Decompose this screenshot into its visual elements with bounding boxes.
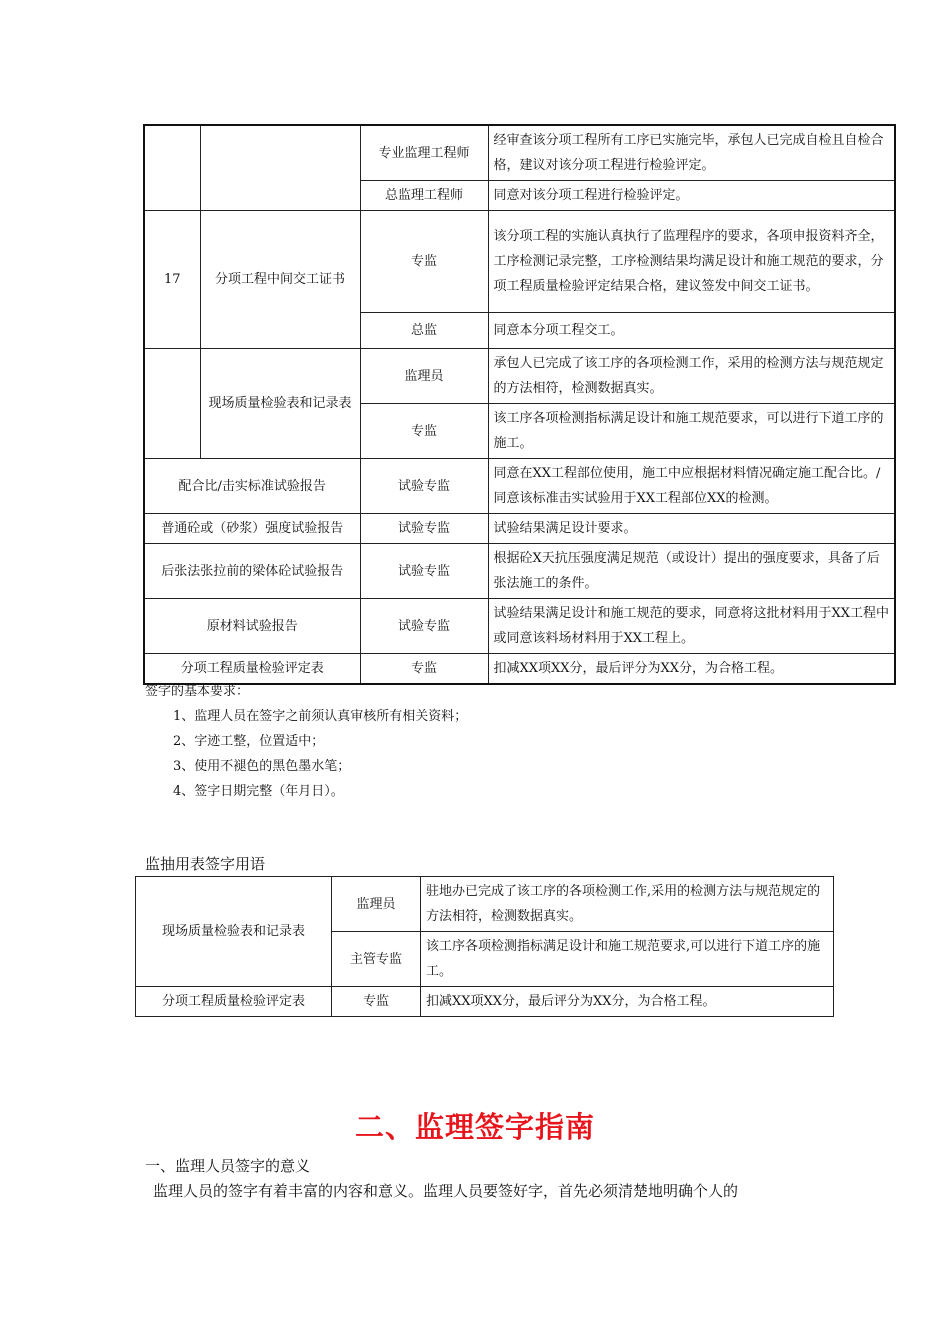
table-row — [136, 877, 834, 932]
role-cell: 专监 — [360, 211, 488, 313]
requirement-item: 1、监理人员在签字之前须认真审核所有相关资料； — [173, 709, 468, 724]
form-name-cell: 分项工程中间交工证书 — [200, 211, 360, 349]
form-name-cell: 配合比/击实标准试验报告 — [144, 459, 360, 514]
term-cell: 同意在XX工程部位使用，施工中应根据材料情况确定施工配合比。/同意该标准击实试验用于XX工程部位XX的检测。 — [488, 459, 895, 514]
requirements-title: 签字的基本要求： — [145, 684, 250, 699]
requirement-item: 3、使用不褪色的黑色墨水笔； — [173, 759, 351, 774]
table-row — [144, 459, 895, 514]
table-row — [136, 987, 834, 1017]
term-cell: 扣减XX项XX分，最后评分为XX分，为合格工程。 — [488, 654, 895, 685]
signature-terms-table — [143, 124, 896, 685]
role-cell: 专业监理工程师 — [360, 125, 488, 181]
spot-check-terms-table — [135, 876, 834, 1017]
role-cell: 试验专监 — [360, 514, 488, 544]
role-cell: 专监 — [332, 987, 421, 1017]
body-paragraph: 监理人员的签字有着丰富的内容和意义。监理人员要签好字，首先必须清楚地明确个人的 — [153, 1182, 739, 1200]
table2-title: 监抽用表签字用语 — [145, 855, 266, 873]
table-row — [144, 544, 895, 599]
section-heading: 二、监理签字指南 — [354, 1110, 595, 1144]
role-cell: 试验专监 — [360, 459, 488, 514]
role-cell: 试验专监 — [360, 599, 488, 654]
number-cell: 17 — [144, 211, 200, 349]
role-cell: 总监理工程师 — [360, 181, 488, 211]
term-cell: 该工序各项检测指标满足设计和施工规范要求，可以进行下道工序的施工。 — [488, 404, 895, 459]
table-cell — [144, 125, 200, 211]
subsection-title: 一、监理人员签字的意义 — [145, 1157, 311, 1175]
role-cell: 专监 — [360, 654, 488, 685]
term-cell: 扣减XX项XX分，最后评分为XX分，为合格工程。 — [421, 987, 834, 1017]
table-cell — [144, 349, 200, 459]
form-name-cell: 分项工程质量检验评定表 — [136, 987, 332, 1017]
form-name-cell: 现场质量检验表和记录表 — [200, 349, 360, 459]
form-name-cell: 原材料试验报告 — [144, 599, 360, 654]
term-cell: 根据砼X天抗压强度满足规范（或设计）提出的强度要求，具备了后张法施工的条件。 — [488, 544, 895, 599]
signature-requirements — [145, 679, 467, 804]
form-name-cell: 现场质量检验表和记录表 — [136, 877, 332, 987]
role-cell: 试验专监 — [360, 544, 488, 599]
form-name-cell: 后张法张拉前的梁体砼试验报告 — [144, 544, 360, 599]
table-row — [144, 125, 895, 181]
term-cell: 同意对该分项工程进行检验评定。 — [488, 181, 895, 211]
term-cell: 驻地办已完成了该工序的各项检测工作,采用的检测方法与规范规定的方法相符，检测数据真实。 — [421, 877, 834, 932]
requirement-item: 4、签字日期完整（年月日）。 — [173, 784, 344, 799]
term-cell: 经审查该分项工程所有工序已实施完毕，承包人已完成自检且自检合格，建议对该分项工程进行检验评定。 — [488, 125, 895, 181]
term-cell: 试验结果满足设计要求。 — [488, 514, 895, 544]
table-row — [144, 599, 895, 654]
role-cell: 专监 — [360, 404, 488, 459]
term-cell: 承包人已完成了该工序的各项检测工作，采用的检测方法与规范规定的方法相符，检测数据真实。 — [488, 349, 895, 404]
table-row — [144, 514, 895, 544]
term-cell: 该分项工程的实施认真执行了监理程序的要求，各项申报资料齐全，工序检测记录完整，工序检测结果均满足设计和施工规范的要求，分项工程质量检验评定结果合格，建议签发中间交工证书。 — [488, 211, 895, 313]
term-cell: 同意本分项工程交工。 — [488, 313, 895, 349]
role-cell: 总监 — [360, 313, 488, 349]
form-name-cell: 分项工程质量检验评定表 — [144, 654, 360, 685]
role-cell: 监理员 — [360, 349, 488, 404]
table-row — [144, 211, 895, 313]
term-cell: 该工序各项检测指标满足设计和施工规范要求,可以进行下道工序的施工。 — [421, 932, 834, 987]
requirement-item: 2、字迹工整，位置适中； — [173, 734, 325, 749]
role-cell: 主管专监 — [332, 932, 421, 987]
table-row — [144, 349, 895, 404]
term-cell: 试验结果满足设计和施工规范的要求，同意将这批材料用于XX工程中或同意该料场材料用于XX工程上。 — [488, 599, 895, 654]
table-cell — [200, 125, 360, 211]
role-cell: 监理员 — [332, 877, 421, 932]
form-name-cell: 普通砼或（砂浆）强度试验报告 — [144, 514, 360, 544]
